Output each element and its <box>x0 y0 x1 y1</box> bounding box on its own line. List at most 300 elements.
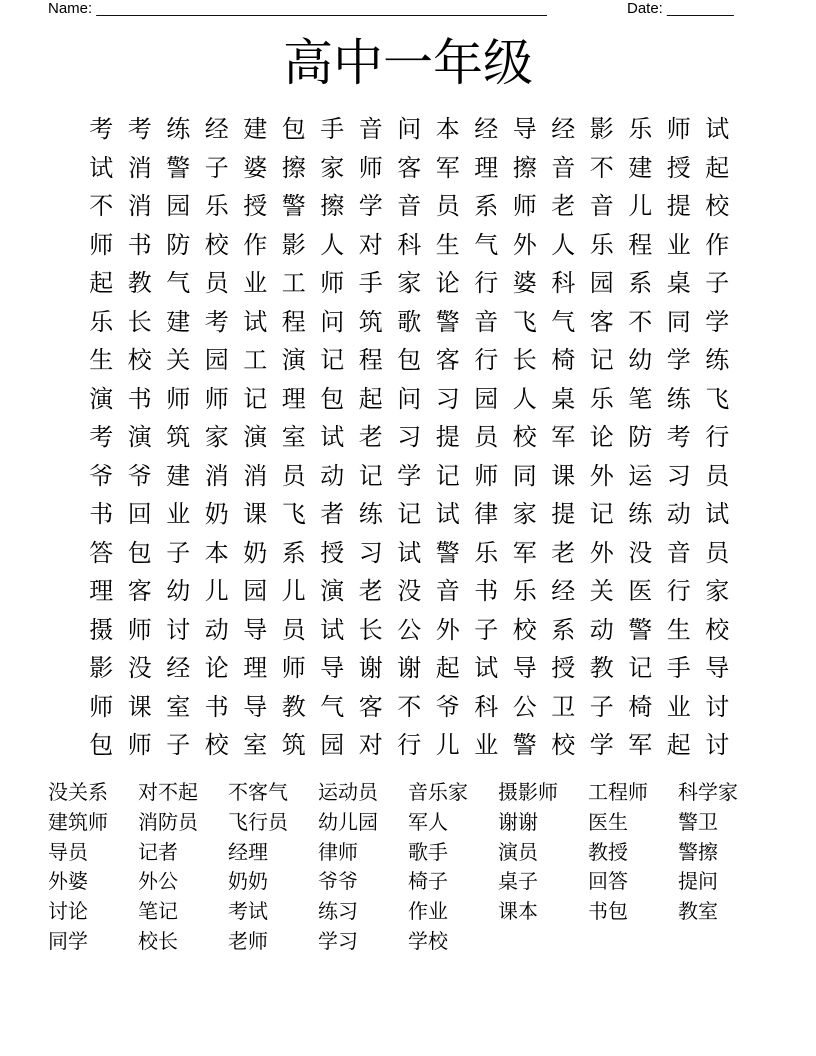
grid-cell: 记 <box>589 500 614 528</box>
grid-cell: 军 <box>551 423 576 451</box>
grid-cell: 业 <box>243 269 268 297</box>
grid-cell: 考 <box>89 423 114 451</box>
grid-cell: 乐 <box>589 384 614 413</box>
grid-cell: 公 <box>512 692 537 721</box>
grid-cell: 儿 <box>281 577 306 605</box>
word-bank-item: 对不起 <box>138 780 198 804</box>
grid-row <box>82 418 737 457</box>
grid-cell: 系 <box>281 538 306 567</box>
word-bank-item: 运动员 <box>318 780 378 804</box>
grid-cell: 练 <box>166 115 191 143</box>
grid-row <box>82 726 737 765</box>
grid-cell: 学 <box>705 307 730 336</box>
grid-cell: 笔 <box>628 384 653 413</box>
grid-cell: 教 <box>589 654 614 682</box>
word-bank-item: 飞行员 <box>228 809 288 834</box>
grid-cell: 练 <box>628 500 653 528</box>
grid-row <box>82 534 737 573</box>
grid-cell: 消 <box>204 461 229 490</box>
grid-row <box>82 187 737 226</box>
word-bank-item: 演员 <box>498 839 538 864</box>
grid-cell: 导 <box>512 115 537 143</box>
word-bank-item: 外公 <box>138 869 178 894</box>
word-bank-item: 桌子 <box>498 869 538 894</box>
grid-cell: 校 <box>204 230 229 259</box>
grid-cell: 课 <box>127 692 152 721</box>
grid-cell: 起 <box>89 269 114 297</box>
grid-cell: 动 <box>204 615 229 644</box>
grid-cell: 包 <box>281 115 306 143</box>
grid-cell: 记 <box>243 384 268 413</box>
grid-cell: 客 <box>127 577 152 605</box>
grid-cell: 演 <box>89 384 114 413</box>
grid-cell: 师 <box>166 384 191 413</box>
grid-cell: 关 <box>589 577 614 605</box>
word-bank-item: 幼儿园 <box>318 809 378 834</box>
word-bank-item: 同学 <box>48 928 88 953</box>
grid-cell: 论 <box>204 654 229 682</box>
grid-cell: 考 <box>127 115 152 143</box>
grid-cell: 师 <box>512 192 537 220</box>
word-bank-item: 没关系 <box>48 780 108 804</box>
word-bank-item: 笔记 <box>138 899 178 924</box>
grid-cell: 起 <box>705 153 730 182</box>
grid-cell: 校 <box>705 615 730 644</box>
grid-cell: 飞 <box>281 500 306 528</box>
grid-cell: 谢 <box>358 654 383 682</box>
word-bank-item: 律师 <box>318 839 358 864</box>
grid-cell: 试 <box>397 538 422 567</box>
grid-cell: 员 <box>435 192 460 220</box>
grid-cell: 园 <box>589 269 614 297</box>
grid-cell: 校 <box>551 731 576 759</box>
word-search-grid <box>82 110 737 765</box>
grid-cell: 试 <box>320 423 345 451</box>
grid-cell: 客 <box>358 692 383 721</box>
grid-cell: 讨 <box>166 615 191 644</box>
grid-cell: 家 <box>397 269 422 297</box>
grid-cell: 考 <box>666 423 691 451</box>
grid-cell: 问 <box>397 384 422 413</box>
grid-cell: 影 <box>281 230 306 259</box>
grid-cell: 椅 <box>551 346 576 374</box>
grid-cell: 演 <box>320 577 345 605</box>
grid-cell: 生 <box>666 615 691 644</box>
grid-cell: 导 <box>320 654 345 682</box>
grid-cell: 行 <box>705 423 730 451</box>
grid-cell: 演 <box>281 346 306 374</box>
grid-cell: 音 <box>666 538 691 567</box>
grid-cell: 音 <box>474 307 499 336</box>
grid-cell: 试 <box>320 615 345 644</box>
grid-cell: 音 <box>551 153 576 182</box>
grid-cell: 员 <box>705 538 730 567</box>
grid-row <box>82 226 737 265</box>
grid-cell: 提 <box>551 500 576 528</box>
grid-cell: 员 <box>474 423 499 451</box>
grid-cell: 程 <box>281 307 306 336</box>
grid-cell: 练 <box>358 500 383 528</box>
grid-cell: 人 <box>551 230 576 259</box>
grid-cell: 员 <box>281 615 306 644</box>
grid-cell: 医 <box>628 577 653 605</box>
name-field-label: Name: ______________________________________________________ <box>48 0 547 17</box>
word-bank-item: 奶奶 <box>228 869 268 894</box>
grid-cell: 演 <box>243 423 268 451</box>
word-bank-item: 练习 <box>318 899 358 924</box>
grid-cell: 本 <box>435 115 460 143</box>
grid-cell: 歌 <box>397 307 422 336</box>
grid-cell: 椅 <box>628 692 653 721</box>
grid-cell: 记 <box>589 346 614 374</box>
grid-cell: 擦 <box>281 153 306 182</box>
grid-cell: 动 <box>320 461 345 490</box>
grid-cell: 校 <box>705 192 730 220</box>
grid-cell: 试 <box>89 153 114 182</box>
grid-cell: 校 <box>127 346 152 374</box>
word-bank-item: 导员 <box>48 839 88 864</box>
grid-cell: 作 <box>243 230 268 259</box>
grid-cell: 业 <box>474 731 499 759</box>
word-bank-item: 警卫 <box>678 809 718 834</box>
word-bank-item: 椅子 <box>408 869 448 894</box>
word-bank-item: 消防员 <box>138 809 198 834</box>
grid-cell: 者 <box>320 500 345 528</box>
grid-cell: 动 <box>666 500 691 528</box>
grid-cell: 乐 <box>204 192 229 220</box>
grid-row <box>82 110 737 149</box>
grid-cell: 音 <box>589 192 614 220</box>
word-bank-item: 工程师 <box>588 780 648 804</box>
grid-cell: 经 <box>551 115 576 143</box>
grid-cell: 师 <box>127 731 152 759</box>
grid-cell: 长 <box>512 346 537 374</box>
grid-cell: 园 <box>166 192 191 220</box>
word-bank-item: 提问 <box>678 869 718 894</box>
grid-cell: 律 <box>474 500 499 528</box>
grid-cell: 家 <box>512 500 537 528</box>
grid-cell: 书 <box>127 384 152 413</box>
grid-cell: 人 <box>512 384 537 413</box>
grid-cell: 园 <box>204 346 229 374</box>
grid-cell: 家 <box>204 423 229 451</box>
grid-cell: 子 <box>166 731 191 759</box>
grid-cell: 习 <box>397 423 422 451</box>
grid-cell: 警 <box>435 307 460 336</box>
grid-cell: 员 <box>204 269 229 297</box>
grid-cell: 记 <box>320 346 345 374</box>
grid-cell: 学 <box>358 192 383 220</box>
grid-cell: 园 <box>320 731 345 759</box>
grid-cell: 影 <box>589 115 614 143</box>
grid-cell: 书 <box>89 500 114 528</box>
grid-cell: 试 <box>243 307 268 336</box>
grid-cell: 员 <box>281 461 306 490</box>
word-bank-item: 作业 <box>408 899 448 924</box>
grid-cell: 校 <box>512 423 537 451</box>
grid-cell: 爷 <box>435 692 460 721</box>
grid-cell: 军 <box>628 731 653 759</box>
grid-cell: 乐 <box>628 115 653 143</box>
grid-cell: 起 <box>358 384 383 413</box>
grid-cell: 不 <box>628 307 653 336</box>
grid-cell: 程 <box>628 230 653 259</box>
grid-cell: 运 <box>628 461 653 490</box>
word-bank-item: 警擦 <box>678 839 718 864</box>
grid-cell: 警 <box>512 731 537 759</box>
grid-cell: 乐 <box>512 577 537 605</box>
grid-cell: 师 <box>474 461 499 490</box>
grid-cell: 子 <box>589 692 614 721</box>
page-title: 高中一年级 <box>283 34 533 92</box>
word-bank-item: 科学家 <box>678 780 738 804</box>
grid-cell: 警 <box>435 538 460 567</box>
grid-cell: 长 <box>127 307 152 336</box>
grid-cell: 包 <box>397 346 422 374</box>
grid-cell: 理 <box>474 153 499 182</box>
grid-cell: 师 <box>127 615 152 644</box>
grid-cell: 演 <box>127 423 152 451</box>
grid-cell: 客 <box>435 346 460 374</box>
grid-cell: 问 <box>397 115 422 143</box>
grid-cell: 儿 <box>204 577 229 605</box>
grid-cell: 手 <box>666 654 691 682</box>
grid-cell: 飞 <box>512 307 537 336</box>
grid-cell: 音 <box>358 115 383 143</box>
word-bank-item: 爷爷 <box>318 869 358 894</box>
grid-cell: 警 <box>166 153 191 182</box>
grid-cell: 提 <box>666 192 691 220</box>
word-bank-item: 学习 <box>318 928 358 953</box>
grid-cell: 消 <box>243 461 268 490</box>
grid-cell: 经 <box>474 115 499 143</box>
grid-cell: 谢 <box>397 654 422 682</box>
grid-cell: 防 <box>166 230 191 259</box>
grid-row <box>82 495 737 534</box>
grid-cell: 爷 <box>89 461 114 490</box>
word-bank-item: 教室 <box>678 899 718 924</box>
grid-cell: 经 <box>551 577 576 605</box>
grid-cell: 课 <box>551 461 576 490</box>
word-bank <box>48 778 768 957</box>
grid-cell: 外 <box>512 230 537 259</box>
grid-cell: 奶 <box>204 500 229 528</box>
word-bank-item: 校长 <box>138 928 178 953</box>
grid-cell: 幼 <box>628 346 653 374</box>
grid-cell: 论 <box>589 423 614 451</box>
grid-cell: 外 <box>435 615 460 644</box>
grid-cell: 师 <box>204 384 229 413</box>
grid-cell: 书 <box>204 692 229 721</box>
grid-cell: 生 <box>435 230 460 259</box>
grid-cell: 试 <box>705 115 730 143</box>
grid-cell: 师 <box>89 692 114 721</box>
grid-cell: 业 <box>166 500 191 528</box>
grid-cell: 长 <box>358 615 383 644</box>
grid-cell: 经 <box>204 115 229 143</box>
word-bank-item: 经理 <box>228 839 268 864</box>
grid-cell: 子 <box>474 615 499 644</box>
grid-cell: 行 <box>397 731 422 759</box>
word-bank-item: 书包 <box>588 899 628 924</box>
grid-cell: 师 <box>320 269 345 297</box>
grid-cell: 子 <box>705 269 730 297</box>
grid-cell: 师 <box>89 230 114 259</box>
grid-cell: 授 <box>666 153 691 182</box>
grid-cell: 习 <box>435 384 460 413</box>
grid-cell: 习 <box>666 461 691 490</box>
grid-cell: 外 <box>589 538 614 567</box>
grid-cell: 手 <box>358 269 383 297</box>
grid-cell: 乐 <box>474 538 499 567</box>
word-bank-item: 课本 <box>498 899 538 924</box>
grid-cell: 气 <box>166 269 191 297</box>
grid-cell: 园 <box>474 384 499 413</box>
grid-cell: 作 <box>705 230 730 259</box>
grid-cell: 警 <box>281 192 306 220</box>
grid-cell: 家 <box>320 153 345 182</box>
grid-row <box>82 457 737 496</box>
grid-cell: 科 <box>397 230 422 259</box>
grid-cell: 气 <box>320 692 345 721</box>
grid-cell: 筑 <box>166 423 191 451</box>
word-bank-item: 外婆 <box>48 869 88 894</box>
grid-cell: 记 <box>358 461 383 490</box>
grid-cell: 系 <box>474 192 499 220</box>
word-bank-item: 摄影师 <box>498 780 558 804</box>
grid-cell: 习 <box>358 538 383 567</box>
grid-cell: 业 <box>666 692 691 721</box>
grid-cell: 理 <box>243 654 268 682</box>
grid-cell: 动 <box>589 615 614 644</box>
grid-cell: 练 <box>705 346 730 374</box>
grid-cell: 授 <box>551 654 576 682</box>
grid-cell: 记 <box>397 500 422 528</box>
grid-cell: 关 <box>166 346 191 374</box>
grid-row <box>82 611 737 650</box>
worksheet-header <box>0 0 816 22</box>
grid-cell: 建 <box>166 461 191 490</box>
grid-cell: 建 <box>243 115 268 143</box>
grid-cell: 卫 <box>551 692 576 721</box>
grid-cell: 室 <box>281 423 306 451</box>
grid-cell: 导 <box>512 654 537 682</box>
grid-cell: 讨 <box>705 692 730 721</box>
grid-cell: 飞 <box>705 384 730 413</box>
grid-cell: 人 <box>320 230 345 259</box>
grid-cell: 擦 <box>320 192 345 220</box>
grid-cell: 理 <box>89 577 114 605</box>
grid-cell: 科 <box>551 269 576 297</box>
grid-cell: 业 <box>666 230 691 259</box>
grid-cell: 奶 <box>243 538 268 567</box>
grid-cell: 外 <box>589 461 614 490</box>
grid-cell: 起 <box>435 654 460 682</box>
grid-cell: 没 <box>397 577 422 605</box>
word-bank-item: 教授 <box>588 839 628 864</box>
grid-row <box>82 303 737 342</box>
grid-cell: 讨 <box>705 731 730 759</box>
grid-cell: 课 <box>243 500 268 528</box>
grid-cell: 本 <box>204 538 229 567</box>
grid-cell: 问 <box>320 307 345 336</box>
grid-row <box>82 341 737 380</box>
grid-cell: 园 <box>243 577 268 605</box>
grid-cell: 校 <box>204 731 229 759</box>
grid-cell: 音 <box>435 577 460 605</box>
grid-row <box>82 264 737 303</box>
grid-cell: 练 <box>666 384 691 413</box>
grid-cell: 答 <box>89 538 114 567</box>
grid-cell: 没 <box>628 538 653 567</box>
grid-cell: 试 <box>435 500 460 528</box>
grid-cell: 不 <box>589 153 614 182</box>
grid-cell: 建 <box>166 307 191 336</box>
grid-row <box>82 572 737 611</box>
grid-cell: 老 <box>358 423 383 451</box>
grid-cell: 行 <box>474 269 499 297</box>
grid-cell: 考 <box>204 307 229 336</box>
grid-cell: 消 <box>127 153 152 182</box>
grid-cell: 婆 <box>512 269 537 297</box>
grid-cell: 学 <box>589 731 614 759</box>
grid-cell: 公 <box>397 615 422 644</box>
grid-cell: 师 <box>358 153 383 182</box>
grid-cell: 子 <box>166 538 191 567</box>
grid-cell: 试 <box>705 500 730 528</box>
grid-cell: 老 <box>551 538 576 567</box>
grid-cell: 同 <box>512 461 537 490</box>
grid-cell: 授 <box>320 538 345 567</box>
grid-cell: 子 <box>204 153 229 182</box>
word-bank-item: 记者 <box>138 839 178 864</box>
grid-cell: 不 <box>397 692 422 721</box>
grid-cell: 教 <box>127 269 152 297</box>
grid-cell: 摄 <box>89 615 114 644</box>
grid-cell: 系 <box>551 615 576 644</box>
grid-cell: 包 <box>127 538 152 567</box>
grid-row <box>82 688 737 727</box>
grid-cell: 同 <box>666 307 691 336</box>
grid-cell: 理 <box>281 384 306 413</box>
grid-cell: 警 <box>628 615 653 644</box>
grid-cell: 学 <box>397 461 422 490</box>
grid-cell: 书 <box>474 577 499 605</box>
grid-cell: 婆 <box>243 153 268 182</box>
grid-cell: 对 <box>358 731 383 759</box>
grid-cell: 学 <box>666 346 691 374</box>
word-bank-item: 音乐家 <box>408 780 468 804</box>
grid-cell: 乐 <box>589 230 614 259</box>
word-bank-item: 考试 <box>228 899 268 924</box>
word-bank-item: 讨论 <box>48 899 88 924</box>
grid-cell: 儿 <box>435 731 460 759</box>
grid-cell: 老 <box>551 192 576 220</box>
grid-cell: 筑 <box>281 731 306 759</box>
grid-cell: 导 <box>243 692 268 721</box>
grid-cell: 不 <box>89 192 114 220</box>
grid-cell: 儿 <box>628 192 653 220</box>
grid-cell: 影 <box>89 654 114 682</box>
grid-cell: 爷 <box>127 461 152 490</box>
grid-cell: 员 <box>705 461 730 490</box>
grid-cell: 军 <box>512 538 537 567</box>
grid-cell: 论 <box>435 269 460 297</box>
grid-cell: 工 <box>281 269 306 297</box>
grid-cell: 试 <box>474 654 499 682</box>
grid-cell: 生 <box>89 346 114 374</box>
word-bank-item: 不客气 <box>228 780 288 804</box>
